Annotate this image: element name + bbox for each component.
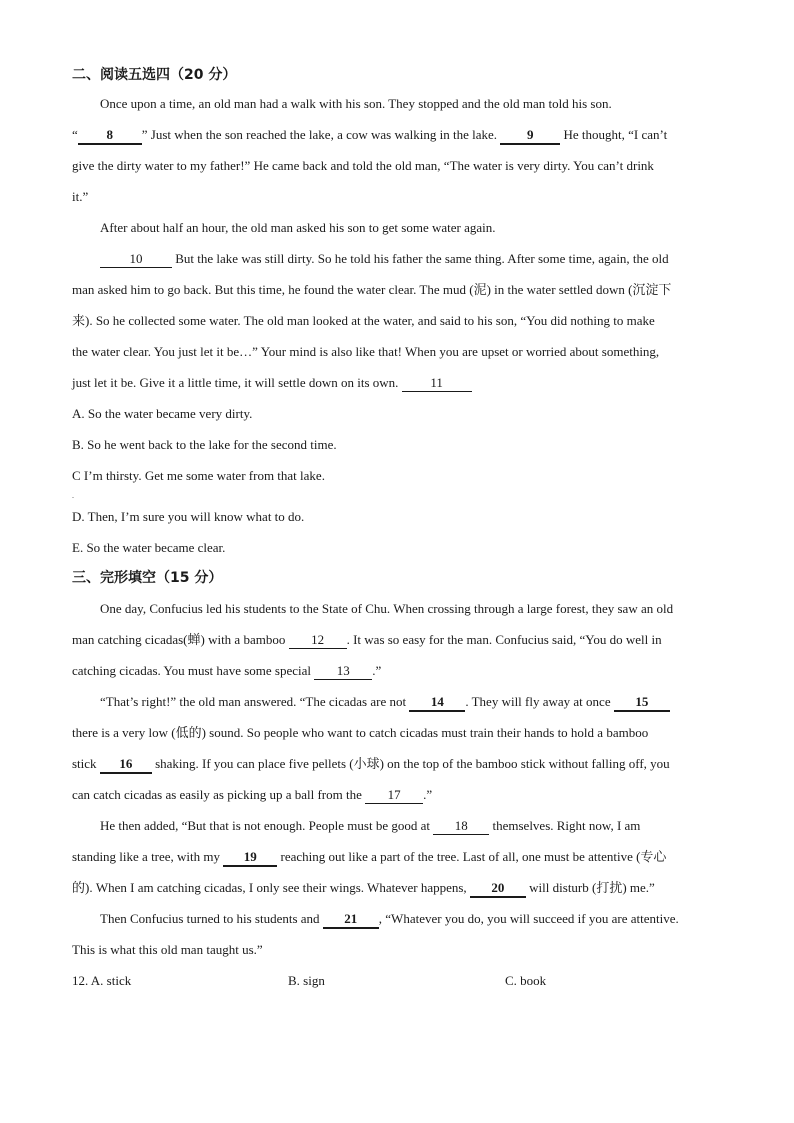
passage-text: reaching out like a part of the tree. Last of all, one must be attentive (专心 — [280, 849, 667, 864]
passage-text: just let it be. Give it a little time, it will settle down on its own. — [72, 375, 399, 390]
passage-text: But the lake was still dirty. So he told his father the same thing. After some time, again, the old — [175, 251, 669, 266]
passage-line — [72, 841, 722, 872]
passage-text: catching cicadas. You must have some special — [72, 663, 311, 678]
q12-option-c[interactable]: C. book — [505, 973, 547, 988]
passage-line — [72, 686, 722, 717]
passage-line: there is a very low (低的) sound. So people who want to catch cicadas must train their hands to hold a bamboo — [72, 725, 649, 740]
passage-line: After about half an hour, the old man asked his son to get some water again. — [100, 220, 496, 235]
option-b: B. So he went back to the lake for the second time. — [72, 437, 337, 452]
passage-text: , “Whatever you do, you will succeed if you are attentive. — [378, 911, 679, 926]
blank-11[interactable]: 11 — [402, 376, 472, 392]
section-3-title: 三、完形填空（15 分） — [72, 570, 223, 586]
blank-12[interactable]: 12 — [289, 633, 347, 649]
passage-line — [72, 119, 722, 150]
stray-dot: . — [72, 491, 74, 500]
blank-8[interactable]: 8 — [78, 128, 142, 145]
passage-line — [72, 903, 722, 934]
blank-9[interactable]: 9 — [500, 128, 560, 145]
passage-text: will disturb (打扰) me.” — [529, 880, 655, 895]
passage-text: . They will fly away at once — [465, 694, 611, 709]
passage-line — [72, 872, 722, 903]
passage-line — [72, 655, 722, 686]
blank-13[interactable]: 13 — [314, 664, 372, 680]
option-c: C I’m thirsty. Get me some water from that lake. — [72, 468, 325, 483]
passage-line: it.” — [72, 189, 89, 204]
passage-text: .” — [372, 663, 382, 678]
option-a: A. So the water became very dirty. — [72, 406, 253, 421]
passage-text: “That’s right!” the old man answered. “The cicadas are not — [100, 694, 407, 709]
passage-line — [72, 367, 722, 398]
passage-text: man catching cicadas(蝉) with a bamboo — [72, 632, 286, 647]
passage-text: ” Just when the son reached the lake, a cow was walking in the lake. — [141, 127, 497, 142]
passage-line: the water clear. You just let it be…” Your mind is also like that! When you are upset or worried about something, — [72, 344, 660, 359]
passage-text: can catch cicadas as easily as picking up a ball from the — [72, 787, 362, 802]
passage-text: standing like a tree, with my — [72, 849, 221, 864]
option-d: D. Then, I’m sure you will know what to do. — [72, 509, 305, 524]
blank-15[interactable]: 15 — [614, 695, 670, 712]
passage-line: man asked him to go back. But this time, he found the water clear. The mud (泥) in the water settled down (沉淀下 — [72, 282, 672, 297]
passage-line: 来). So he collected some water. The old man looked at the water, and said to his son, “You did nothing to make — [72, 313, 655, 328]
document-page — [72, 62, 722, 996]
question-12-options — [72, 965, 722, 996]
blank-21[interactable]: 21 — [323, 912, 379, 929]
passage-text: .” — [423, 787, 433, 802]
blank-18[interactable]: 18 — [433, 819, 489, 835]
q12-option-b[interactable]: B. sign — [288, 973, 325, 988]
blank-19[interactable]: 19 — [223, 850, 277, 867]
passage-line — [72, 748, 722, 779]
passage-line — [72, 810, 722, 841]
blank-10[interactable]: 10 — [100, 252, 172, 268]
blank-20[interactable]: 20 — [470, 881, 526, 898]
passage-line: give the dirty water to my father!” He came back and told the old man, “The water is very dirty. You can’t drink — [72, 158, 654, 173]
passage-text: He thought, “I can’t — [563, 127, 668, 142]
passage-text: shaking. If you can place five pellets (小球) on the top of the bamboo stick without falling off, you — [155, 756, 670, 771]
passage-text: He then added, “But that is not enough. People must be good at — [100, 818, 430, 833]
passage-text: 的). When I am catching cicadas, I only see their wings. Whatever happens, — [72, 880, 467, 895]
q12-option-a[interactable]: 12. A. stick — [72, 973, 132, 988]
blank-17[interactable]: 17 — [365, 788, 423, 804]
passage-line — [72, 243, 722, 274]
passage-line — [72, 624, 722, 655]
blank-16[interactable]: 16 — [100, 757, 152, 774]
blank-14[interactable]: 14 — [409, 695, 465, 712]
quote-mark: “ — [72, 127, 78, 142]
option-e: E. So the water became clear. — [72, 540, 226, 555]
passage-text: . It was so easy for the man. Confucius said, “You do well in — [346, 632, 662, 647]
passage-text: Then Confucius turned to his students and — [100, 911, 320, 926]
section-2-title: 二、阅读五选四（20 分） — [72, 67, 237, 83]
passage-text: stick — [72, 756, 97, 771]
passage-line: Once upon a time, an old man had a walk with his son. They stopped and the old man told his son. — [100, 96, 612, 111]
passage-line: One day, Confucius led his students to the State of Chu. When crossing through a large forest, they saw an old — [100, 601, 674, 616]
passage-text: themselves. Right now, I am — [492, 818, 641, 833]
passage-line — [72, 779, 722, 810]
passage-line: This is what this old man taught us.” — [72, 942, 263, 957]
